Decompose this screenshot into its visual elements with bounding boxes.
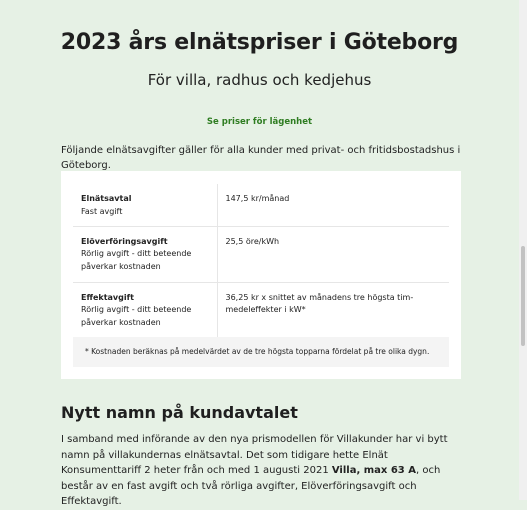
paragraph-text-start: I samband med införande av den nya prismodellen för Villakunder har vi bytt namn på villakundernas elnätsavtal. Det som tidigare hette Elnät Konsumenttariff 2 heter från och med 1 augusti 2021 [61, 434, 448, 476]
fee-name: Effektavgift [81, 292, 134, 302]
table-row [73, 184, 449, 226]
fee-price: 25,5 öre/kWh [217, 226, 449, 282]
paragraph-text-end: , och består av en fast avgift och två rörliga avgifter, Elöverföringsavgift och Effektavgift. [61, 465, 441, 507]
price-table [73, 184, 449, 337]
intro-line-1: Följande elnätsavgifter gäller för alla kunder med privat- och fritidsbostadshus i Göteborg. [61, 145, 461, 171]
fee-label-cell [73, 184, 217, 226]
fee-price: 147,5 kr/månad [225, 194, 290, 203]
section-heading: Nytt namn på kundavtalet [61, 403, 298, 422]
price-card [61, 171, 461, 379]
price-footnote: * Kostnaden beräknas på medelvärdet av de tre högsta topparna fördelat på tre olika dygn. [73, 337, 449, 367]
fee-description: Rörlig avgift - ditt beteende påverkar kostnaden [81, 305, 192, 327]
fee-name: Elnätsavtal [81, 194, 132, 203]
table-row [73, 226, 449, 282]
fee-name: Elöverföringsavgift [81, 236, 168, 246]
section-paragraph [61, 432, 461, 510]
fee-label-cell [73, 282, 217, 337]
apartment-prices-link[interactable]: Se priser för lägenhet [206, 117, 313, 127]
page-title: 2023 års elnätspriser i Göteborg [60, 30, 459, 55]
table-row [73, 282, 449, 337]
vertical-scrollbar[interactable] [519, 0, 527, 500]
tariff-name: Villa, max 63 A [331, 465, 416, 476]
fee-description: Fast avgift [81, 206, 123, 216]
scrollbar-thumb[interactable] [521, 246, 525, 346]
fee-label-cell [73, 226, 217, 282]
fee-price: 36,25 kr x snittet av månadens tre högsta tim-medeleffekter i kW* [217, 282, 449, 337]
fee-description: Rörlig avgift - ditt beteende påverkar kostnaden [81, 249, 192, 271]
page-subtitle: För villa, radhus och kedjehus [147, 71, 372, 89]
